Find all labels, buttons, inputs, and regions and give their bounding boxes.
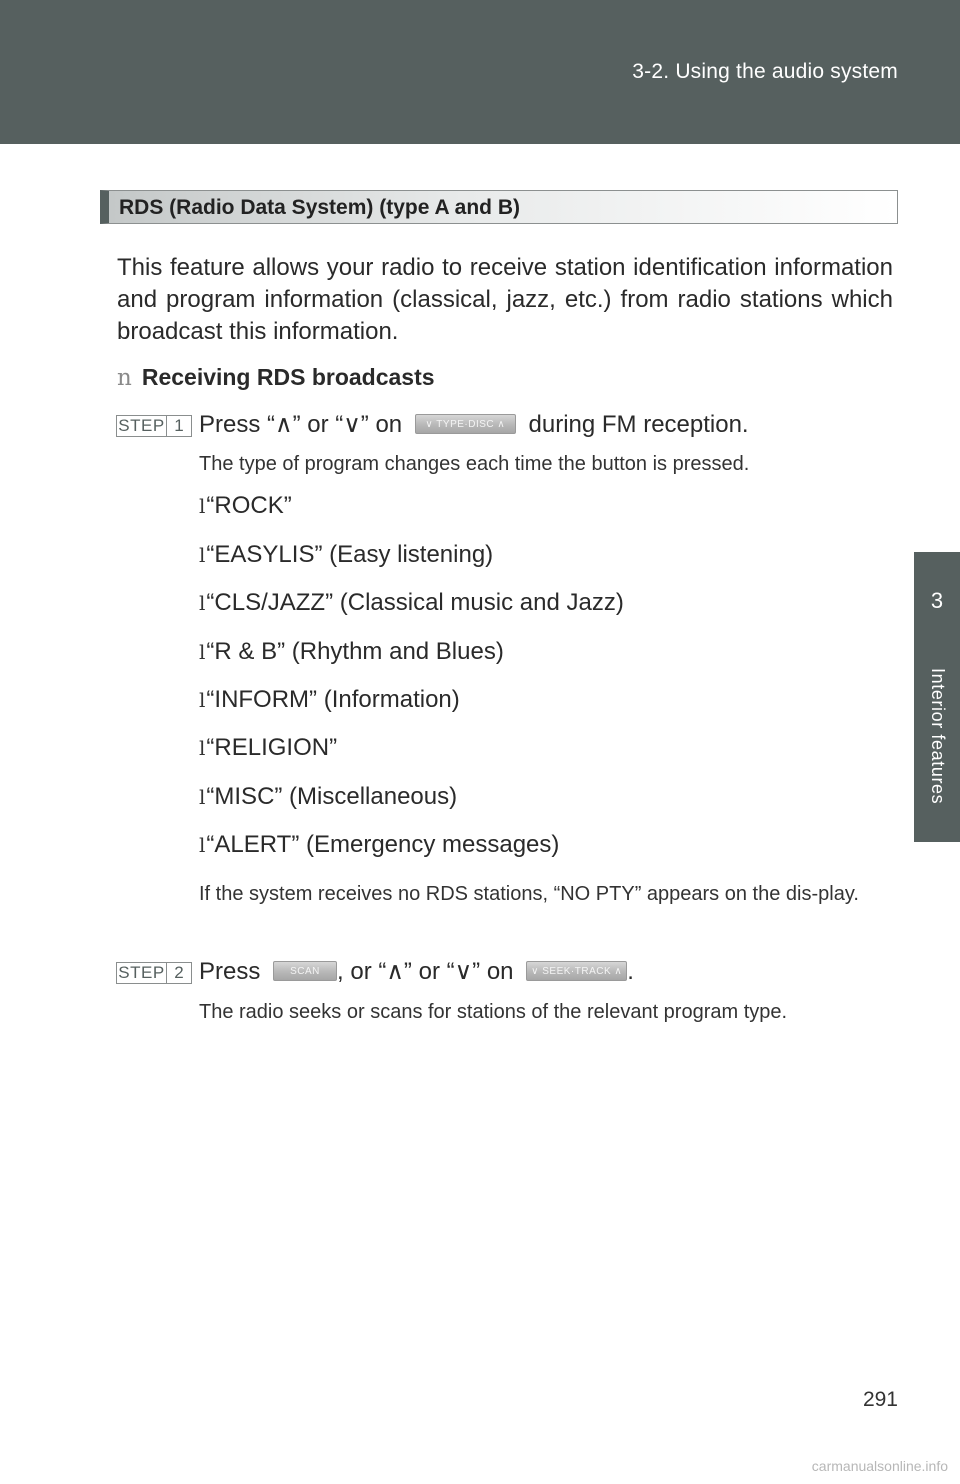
watermark: carmanualsonline.info [811, 1458, 948, 1474]
section-heading-bar [100, 190, 898, 224]
subsection-bullet: n [117, 365, 132, 391]
step-2-text-middle: , or “∧” or “∨” on [337, 958, 514, 985]
page-number: 291 [862, 1388, 898, 1411]
type-disc-button: ∨ TYPE·DISC ∧ [415, 414, 516, 434]
intro-paragraph: This feature allows your radio to receive station identification information and program information (classical, jazz, etc.) from radio stations which broadcast this information. [117, 254, 893, 345]
step-number: 1 [166, 416, 191, 436]
step-1-text-before: Press “∧” or “∨” on [199, 411, 403, 438]
subsection-heading [117, 364, 435, 391]
step-2-note: The radio seeks or scans for stations of the relevant program type. [199, 1001, 788, 1023]
page-header [0, 0, 960, 144]
list-item: l“INFORM” (Information) [199, 686, 460, 713]
list-item: l“ROCK” [199, 492, 292, 519]
list-item: l“MISC” (Miscellaneous) [199, 783, 458, 810]
step-word: STEP [118, 963, 165, 982]
step-number: 2 [166, 963, 191, 983]
list-item: l“EASYLIS” (Easy listening) [199, 541, 494, 568]
step-1-text-after: during FM reception. [528, 411, 749, 438]
step-1-badge [116, 415, 192, 437]
step-2-text-after: . [627, 958, 634, 985]
step-1-instruction [199, 410, 749, 439]
step-2-badge [116, 962, 192, 984]
list-item: l“RELIGION” [199, 734, 338, 761]
step-word: STEP [118, 416, 165, 435]
subsection-title: Receiving RDS broadcasts [141, 364, 435, 390]
step-2-instruction [199, 957, 634, 986]
chapter-title: 3-2. Using the audio system [632, 60, 898, 83]
list-item: l“CLS/JAZZ” (Classical music and Jazz) [199, 589, 624, 616]
step-2-text-before: Press [199, 958, 261, 985]
seek-track-button: ∨ SEEK·TRACK ∧ [526, 961, 627, 981]
step-1-note: The type of program changes each time the button is pressed. [199, 453, 750, 475]
list-item: l“R & B” (Rhythm and Blues) [199, 638, 504, 665]
chapter-number: 3 [930, 588, 944, 613]
section-title: RDS (Radio Data System) (type A and B) [119, 196, 520, 219]
list-item: l“ALERT” (Emergency messages) [199, 831, 560, 858]
no-rds-note: If the system receives no RDS stations, “NO PTY” appears on the dis-play. [199, 883, 859, 905]
chapter-label: Interior features [928, 668, 948, 805]
scan-button: SCAN [273, 961, 337, 981]
